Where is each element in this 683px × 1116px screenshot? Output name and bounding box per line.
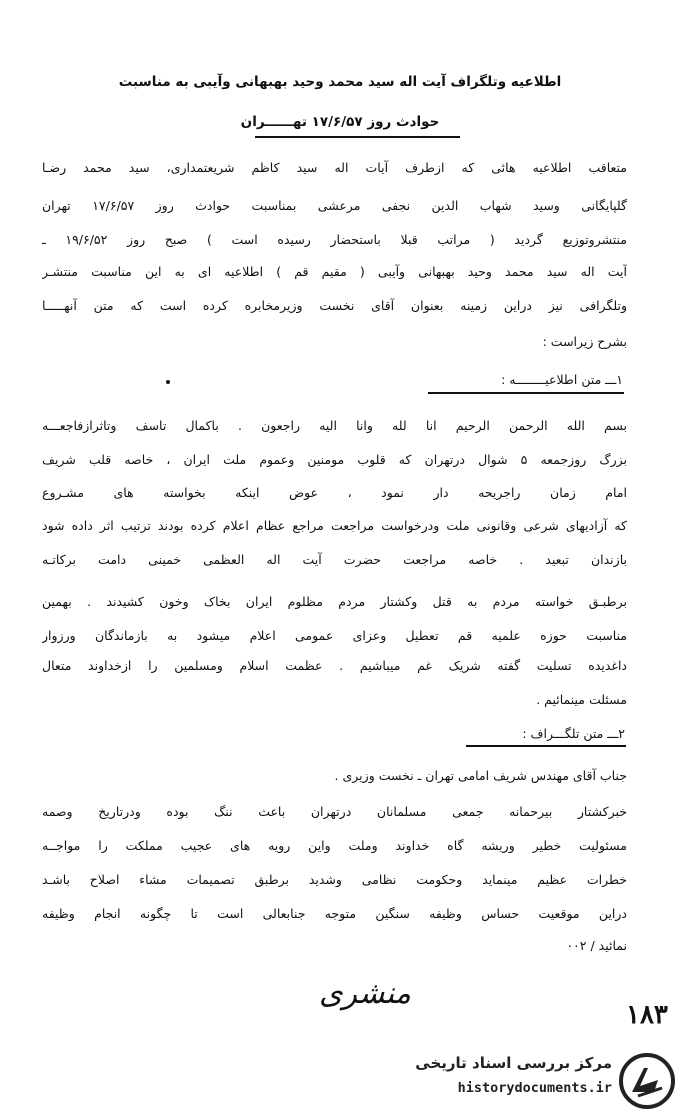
body-line: مسئلت مینمائیم . <box>536 692 627 707</box>
section1-heading: ۱ـــ متن اطلاعیــــــــه : <box>501 372 623 387</box>
body-line: مناسبت حوزه علمیه قم تعطیل وعزای عمومی اعلام میشود به بازماندگان ورزوار <box>42 628 627 643</box>
watermark-url: historydocuments.ir <box>457 1080 612 1096</box>
archive-watermark <box>402 1050 682 1112</box>
intro-line: آیت اله سید محمد وحید بهبهانی وآیبی ( مقیم قم ) اطلاعیه ای به این مناسبت منتشـر <box>42 264 627 279</box>
intro-line: گلپایگانی وسید شهاب الدین نجفی مرعشی بمناسبت حوادث روز ۱۷/۶/۵۷ تهران <box>42 198 627 213</box>
subtitle-underline <box>255 136 460 138</box>
watermark-name: مرکز بررسی اسناد تاریخی <box>415 1054 612 1072</box>
signature: منشری <box>319 976 411 1011</box>
document-title: اطلاعیه وتلگراف آیت اله سید محمد وحید بهبهانی وآیبی به مناسبت <box>118 74 562 90</box>
body-line: بسم الله الرحمن الرحیم انا لله وانا الیه راجعون . باکمال تاسف وتاثرازفاجعـــه <box>42 418 627 433</box>
telegram-line: خبرکشتار بیرحمانه جمعی مسلمانان درتهران باعث ننگ بوده ودرتاریخ وصمه <box>42 804 627 819</box>
section2-heading: ۲ـــ متن تلگـــراف : <box>522 726 625 741</box>
telegram-line: مسئولیت خطیر وریشه گاه خداوند وملت واین رویه های عجیب مملکت را مواجــه <box>42 838 627 853</box>
intro-line: متعاقب اطلاعیه هائی که ازطرف آیات اله سید کاظم شریعتمداری، سید محمد رضـا <box>42 160 627 175</box>
intro-line: منتشروتوزیع گردید ( مراتب قبلا باستحضار رسیده است ) صبح روز ۱۹/۶/۵۲ ـ <box>42 232 627 247</box>
section2-heading-underline <box>466 745 626 747</box>
body-line: برطبـق خواسته مردم به قتل وکشتار مردم مظلوم ایران بخاک وخون کشیدند . بهمین <box>42 594 627 609</box>
intro-line: وتلگرافی نیز دراین زمینه بعنوان آقای نخست وزیرمخابره کرده است که متن آنهـــــا <box>42 298 627 313</box>
document-subtitle: حوادث روز ۱۷/۶/۵۷ تهــــــران <box>240 114 440 130</box>
archive-logo-icon <box>618 1052 676 1110</box>
body-line: داغدیده تسلیت گفته شریک غم میباشیم . عظمت اسلام ومسلمین را ازخداوند متعال <box>42 658 627 673</box>
body-line: بازندان تبعید . خاصه مراجعت حضرت آیت اله العظمی خمینی دامت برکاتـه <box>42 552 627 567</box>
body-line: بزرگ روزجمعه ۵ شوال درتهران که قلوب مومنین وعموم ملت ایران ، خاصه قلب شریف <box>42 452 627 467</box>
telegram-line: خطرات عظیم مینماید وحکومت نظامی وشدید برطبق تصمیمات مشاء اصلاح باشـد <box>42 872 627 887</box>
telegram-line: دراین موقعیت حساس وظیفه سنگین متوجه جنابعالی است تا چگونه انجام وظیفه <box>42 906 627 921</box>
section1-heading-underline <box>428 392 624 394</box>
telegram-line: جناب آقای مهندس شریف امامی تهران ـ نخست وزیری . <box>334 768 627 783</box>
body-line: که آزادیهای شرعی وقانونی ملت ودرخواست مراجعت مراجع عظام اعلام کرده بودند ترتیب اثر داده شود <box>42 518 627 533</box>
ink-dot <box>166 380 170 384</box>
page-number: ۱۸۳ <box>626 1000 668 1030</box>
body-line: امام زمان راجریحه دار نمود ، عوض اینکه بخواسته های مشـروع <box>42 485 627 500</box>
intro-line: بشرح زیراست : <box>542 334 627 349</box>
telegram-line: نمائید / ۰۰۲ <box>566 938 627 953</box>
